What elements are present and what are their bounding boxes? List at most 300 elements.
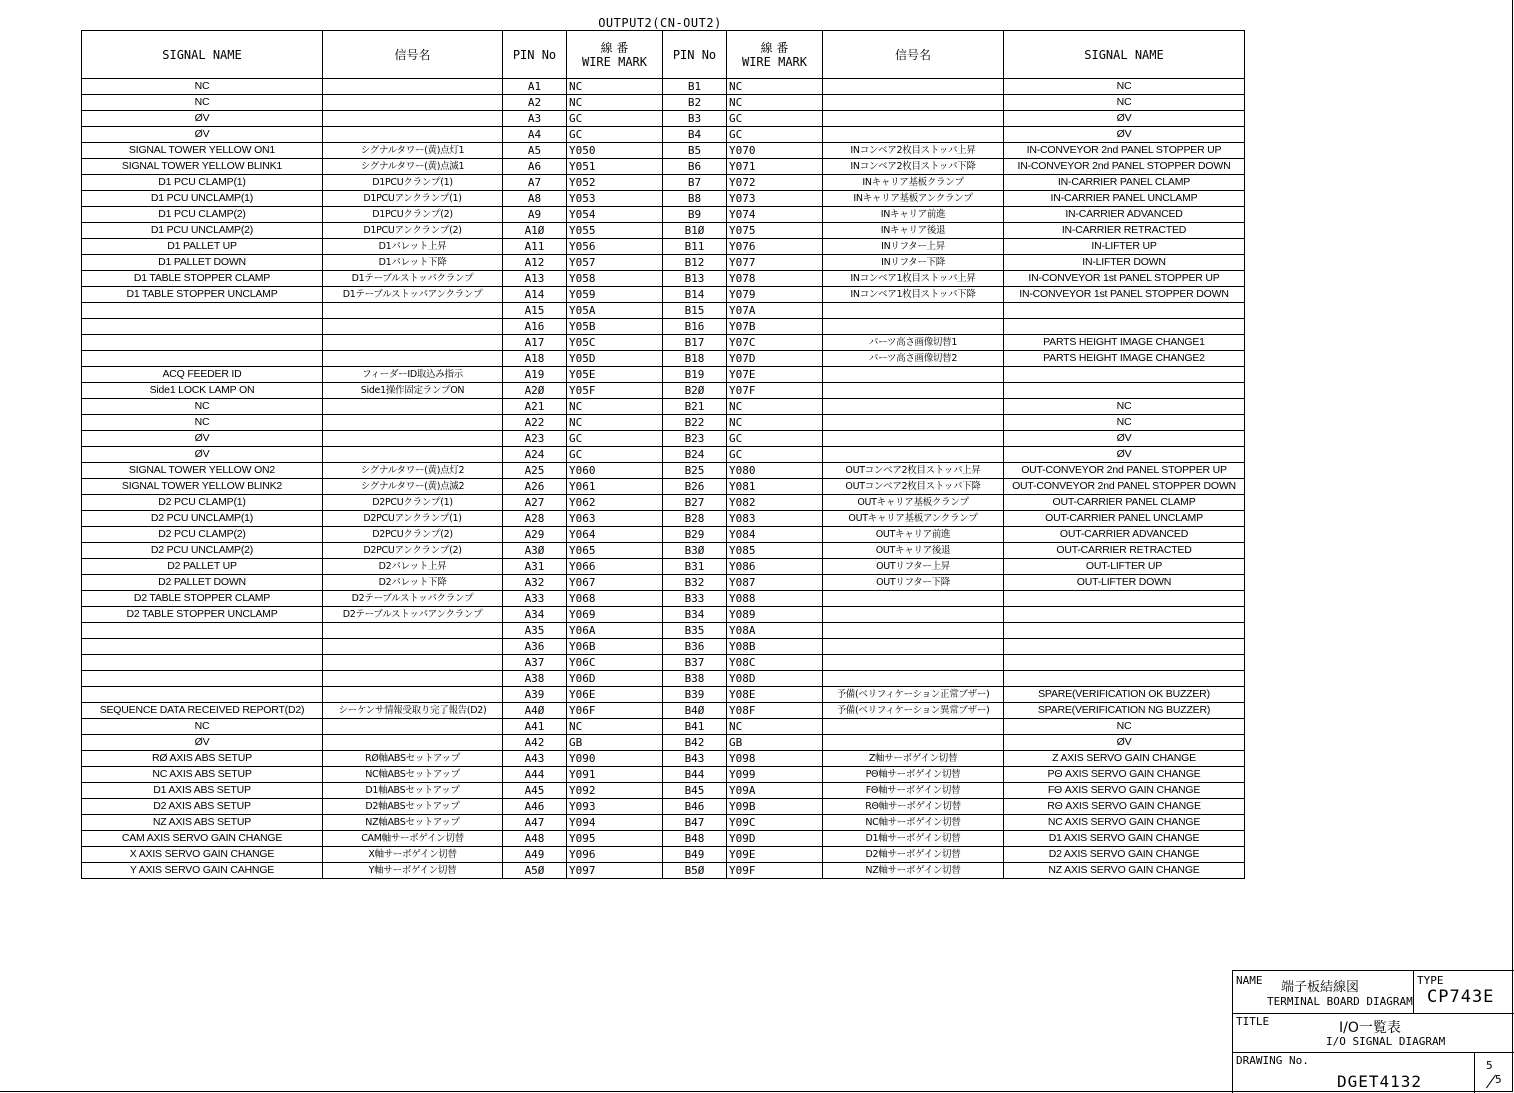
pin-b-cell: B18 (663, 351, 727, 367)
title-en: I/O SIGNAL DIAGRAM (1326, 1035, 1446, 1048)
wire-mark-b-cell: Y07D (727, 351, 823, 367)
wire-mark-a-cell: Y050 (567, 143, 663, 159)
pin-a-cell: A39 (503, 687, 567, 703)
table-row (82, 143, 1245, 159)
shingo-b-cell (823, 415, 1004, 431)
table-row (82, 127, 1245, 143)
signal-name-b-cell: ØV (1004, 447, 1245, 463)
signal-name-a-cell: CAM AXIS SERVO GAIN CHANGE (82, 831, 323, 847)
title-block-divider (1474, 1052, 1475, 1093)
table-row (82, 831, 1245, 847)
signal-name-b-cell: RΘ AXIS SERVO GAIN CHANGE (1004, 799, 1245, 815)
signal-name-b-cell: SPARE(VERIFICATION NG BUZZER) (1004, 703, 1245, 719)
table-row (82, 639, 1245, 655)
signal-name-a-cell: SEQUENCE DATA RECEIVED REPORT(D2) (82, 703, 323, 719)
wire-mark-a-cell: Y051 (567, 159, 663, 175)
shingo-a-cell (323, 623, 503, 639)
shingo-b-cell: OUTコンベア2枚目ストッパ上昇 (823, 463, 1004, 479)
shingo-a-cell: D2PCUクランプ(2) (323, 527, 503, 543)
signal-name-b-cell: ØV (1004, 127, 1245, 143)
signal-name-b-cell (1004, 319, 1245, 335)
wire-mark-b-cell: Y09C (727, 815, 823, 831)
signal-name-a-cell: X AXIS SERVO GAIN CHANGE (82, 847, 323, 863)
shingo-b-cell (823, 127, 1004, 143)
shingo-b-cell: INコンベア1枚目ストッパ下降 (823, 287, 1004, 303)
signal-name-a-cell: SIGNAL TOWER YELLOW ON2 (82, 463, 323, 479)
title-block-divider (1233, 1052, 1514, 1053)
signal-name-b-cell: FΘ AXIS SERVO GAIN CHANGE (1004, 783, 1245, 799)
signal-name-b-cell (1004, 367, 1245, 383)
pin-a-cell: A16 (503, 319, 567, 335)
title-jp: I/O一覧表 (1339, 1020, 1401, 1036)
shingo-a-cell: D1軸ABSセットアップ (323, 783, 503, 799)
signal-name-a-cell (82, 639, 323, 655)
wire-mark-b-cell: Y071 (727, 159, 823, 175)
shingo-a-cell (323, 447, 503, 463)
shingo-a-cell: シグナルタワー(黄)点灯2 (323, 463, 503, 479)
wire-mark-a-cell: NC (567, 79, 663, 95)
shingo-a-cell (323, 319, 503, 335)
shingo-a-cell (323, 127, 503, 143)
table-row (82, 591, 1245, 607)
shingo-b-cell: RΘ軸サーボゲイン切替 (823, 799, 1004, 815)
wire-mark-a-cell: Y061 (567, 479, 663, 495)
wire-mark-a-cell: Y067 (567, 575, 663, 591)
shingo-a-cell: D1PCUクランプ(1) (323, 175, 503, 191)
table-row (82, 255, 1245, 271)
pin-b-cell: B31 (663, 559, 727, 575)
pin-a-cell: A38 (503, 671, 567, 687)
pin-a-cell: A11 (503, 239, 567, 255)
shingo-b-cell (823, 655, 1004, 671)
wire-mark-b-cell: Y088 (727, 591, 823, 607)
wire-mark-b-cell: GC (727, 127, 823, 143)
pin-a-cell: A5Ø (503, 863, 567, 879)
pin-b-cell: B45 (663, 783, 727, 799)
signal-name-a-cell (82, 671, 323, 687)
shingo-b-cell: OUTキャリア後退 (823, 543, 1004, 559)
wire-mark-a-cell: Y06F (567, 703, 663, 719)
signal-name-b-cell: SPARE(VERIFICATION OK BUZZER) (1004, 687, 1245, 703)
wire-mark-b-cell: Y089 (727, 607, 823, 623)
wire-mark-b-cell: GC (727, 447, 823, 463)
pin-a-cell: A46 (503, 799, 567, 815)
table-row (82, 655, 1245, 671)
signal-name-b-cell: OUT-CONVEYOR 2nd PANEL STOPPER DOWN (1004, 479, 1245, 495)
pin-a-cell: A25 (503, 463, 567, 479)
signal-name-b-cell: IN-CONVEYOR 1st PANEL STOPPER DOWN (1004, 287, 1245, 303)
signal-name-a-cell: D2 PCU UNCLAMP(2) (82, 543, 323, 559)
signal-name-a-cell: D2 AXIS ABS SETUP (82, 799, 323, 815)
table-row (82, 703, 1245, 719)
wire-mark-b-cell: NC (727, 95, 823, 111)
pin-a-cell: A22 (503, 415, 567, 431)
table-row (82, 719, 1245, 735)
wire-mark-b-cell: Y085 (727, 543, 823, 559)
table-row (82, 271, 1245, 287)
title-block-divider (1233, 1013, 1514, 1014)
wire-mark-a-cell: Y05D (567, 351, 663, 367)
name-label: NAME (1236, 974, 1263, 987)
shingo-b-cell (823, 79, 1004, 95)
signal-name-a-cell: ØV (82, 431, 323, 447)
table-body (82, 79, 1245, 879)
shingo-b-cell: OUTリフター上昇 (823, 559, 1004, 575)
wire-mark-a-cell: Y064 (567, 527, 663, 543)
signal-name-a-cell (82, 319, 323, 335)
wire-mark-a-cell: Y096 (567, 847, 663, 863)
pin-a-cell: A29 (503, 527, 567, 543)
pin-b-cell: B42 (663, 735, 727, 751)
pin-b-cell: B12 (663, 255, 727, 271)
wire-mark-a-cell: Y065 (567, 543, 663, 559)
wire-mark-b-cell: Y072 (727, 175, 823, 191)
shingo-a-cell: D2テーブルストッパアンクランプ (323, 607, 503, 623)
table-row (82, 687, 1245, 703)
signal-name-a-cell: D2 TABLE STOPPER UNCLAMP (82, 607, 323, 623)
pin-a-cell: A31 (503, 559, 567, 575)
pin-b-cell: B5Ø (663, 863, 727, 879)
signal-name-a-cell: SIGNAL TOWER YELLOW BLINK1 (82, 159, 323, 175)
signal-name-b-cell: ØV (1004, 735, 1245, 751)
pin-b-cell: B14 (663, 287, 727, 303)
pin-b-cell: B43 (663, 751, 727, 767)
shingo-b-cell: INコンベア2枚目ストッパ下降 (823, 159, 1004, 175)
pin-b-cell: B6 (663, 159, 727, 175)
shingo-a-cell: シグナルタワー(黄)点滅1 (323, 159, 503, 175)
signal-name-a-cell: SIGNAL TOWER YELLOW ON1 (82, 143, 323, 159)
signal-name-a-cell: D2 PALLET UP (82, 559, 323, 575)
pin-b-cell: B11 (663, 239, 727, 255)
table-row (82, 95, 1245, 111)
pin-a-cell: A18 (503, 351, 567, 367)
table-row (82, 383, 1245, 399)
signal-name-a-cell (82, 687, 323, 703)
signal-name-a-cell: D2 TABLE STOPPER CLAMP (82, 591, 323, 607)
table-row (82, 799, 1245, 815)
shingo-a-cell (323, 415, 503, 431)
shingo-b-cell (823, 447, 1004, 463)
signal-name-b-cell (1004, 655, 1245, 671)
signal-name-b-cell: OUT-CONVEYOR 2nd PANEL STOPPER UP (1004, 463, 1245, 479)
pin-b-cell: B26 (663, 479, 727, 495)
sheet-total: 5 (1495, 1073, 1502, 1086)
wire-mark-b-cell: Y08A (727, 623, 823, 639)
name-jp: 端子板結線図 (1281, 980, 1360, 995)
wire-mark-b-cell: Y081 (727, 479, 823, 495)
table-row (82, 815, 1245, 831)
shingo-a-cell (323, 671, 503, 687)
shingo-a-cell (323, 335, 503, 351)
wire-mark-b-cell: Y07F (727, 383, 823, 399)
io-signal-table (81, 30, 1245, 879)
shingo-a-cell (323, 719, 503, 735)
header-wire-left-en: WIRE MARK (581, 54, 648, 69)
pin-a-cell: A2Ø (503, 383, 567, 399)
shingo-a-cell (323, 111, 503, 127)
signal-name-b-cell: NC (1004, 79, 1245, 95)
wire-mark-a-cell: Y054 (567, 207, 663, 223)
pin-b-cell: B44 (663, 767, 727, 783)
pin-b-cell: B49 (663, 847, 727, 863)
type-value: CP743E (1427, 987, 1495, 1007)
wire-mark-a-cell: NC (567, 415, 663, 431)
wire-mark-b-cell: Y08C (727, 655, 823, 671)
pin-a-cell: A43 (503, 751, 567, 767)
signal-name-a-cell: D2 PCU CLAMP(2) (82, 527, 323, 543)
wire-mark-b-cell: GB (727, 735, 823, 751)
signal-name-b-cell: OUT-CARRIER RETRACTED (1004, 543, 1245, 559)
shingo-b-cell: INリフター下降 (823, 255, 1004, 271)
table-row (82, 159, 1245, 175)
shingo-b-cell (823, 671, 1004, 687)
header-shingo-right: 信号名 (823, 31, 1004, 79)
shingo-b-cell: INキャリア前進 (823, 207, 1004, 223)
table-row (82, 623, 1245, 639)
pin-a-cell: A4 (503, 127, 567, 143)
shingo-b-cell (823, 591, 1004, 607)
shingo-a-cell: D1PCUアンクランプ(2) (323, 223, 503, 239)
drawing-label: DRAWING No. (1236, 1054, 1309, 1067)
shingo-b-cell: 予備(ベリフィケーション異常ブザー) (823, 703, 1004, 719)
table-row (82, 287, 1245, 303)
signal-name-b-cell (1004, 639, 1245, 655)
signal-name-a-cell: D1 PALLET DOWN (82, 255, 323, 271)
signal-name-b-cell: IN-CARRIER PANEL UNCLAMP (1004, 191, 1245, 207)
table-row (82, 783, 1245, 799)
signal-name-b-cell: IN-CONVEYOR 2nd PANEL STOPPER UP (1004, 143, 1245, 159)
table-row (82, 671, 1245, 687)
pin-b-cell: B48 (663, 831, 727, 847)
shingo-b-cell (823, 95, 1004, 111)
header-wire-left-jp: 線 番 (600, 40, 629, 55)
signal-name-b-cell: OUT-CARRIER ADVANCED (1004, 527, 1245, 543)
pin-a-cell: A27 (503, 495, 567, 511)
signal-name-b-cell: IN-LIFTER UP (1004, 239, 1245, 255)
wire-mark-a-cell: Y066 (567, 559, 663, 575)
pin-b-cell: B7 (663, 175, 727, 191)
signal-name-b-cell: PARTS HEIGHT IMAGE CHANGE2 (1004, 351, 1245, 367)
shingo-a-cell: D2パレット下降 (323, 575, 503, 591)
shingo-b-cell (823, 303, 1004, 319)
pin-a-cell: A48 (503, 831, 567, 847)
table-row (82, 751, 1245, 767)
shingo-b-cell: FΘ軸サーボゲイン切替 (823, 783, 1004, 799)
table-row (82, 479, 1245, 495)
shingo-b-cell: パーツ高さ画像切替2 (823, 351, 1004, 367)
signal-name-b-cell: OUT-LIFTER UP (1004, 559, 1245, 575)
wire-mark-a-cell: Y094 (567, 815, 663, 831)
wire-mark-a-cell: NC (567, 95, 663, 111)
signal-name-b-cell: PARTS HEIGHT IMAGE CHANGE1 (1004, 335, 1245, 351)
wire-mark-a-cell: Y05C (567, 335, 663, 351)
pin-b-cell: B38 (663, 671, 727, 687)
pin-b-cell: B4Ø (663, 703, 727, 719)
signal-name-a-cell: NC (82, 415, 323, 431)
sheet-number: 5 (1486, 1059, 1493, 1072)
signal-name-a-cell (82, 335, 323, 351)
pin-a-cell: A45 (503, 783, 567, 799)
signal-name-b-cell: IN-CONVEYOR 1st PANEL STOPPER UP (1004, 271, 1245, 287)
wire-mark-a-cell: Y060 (567, 463, 663, 479)
shingo-a-cell: D2パレット上昇 (323, 559, 503, 575)
shingo-a-cell: D2PCUクランプ(1) (323, 495, 503, 511)
wire-mark-b-cell: Y076 (727, 239, 823, 255)
wire-mark-a-cell: GC (567, 431, 663, 447)
signal-name-b-cell: OUT-CARRIER PANEL CLAMP (1004, 495, 1245, 511)
signal-name-a-cell: Y AXIS SERVO GAIN CAHNGE (82, 863, 323, 879)
header-signal-name-right: SIGNAL NAME (1004, 31, 1245, 79)
signal-name-b-cell: NZ AXIS SERVO GAIN CHANGE (1004, 863, 1245, 879)
wire-mark-a-cell: Y095 (567, 831, 663, 847)
signal-name-b-cell: OUT-LIFTER DOWN (1004, 575, 1245, 591)
signal-name-b-cell: D2 AXIS SERVO GAIN CHANGE (1004, 847, 1245, 863)
pin-b-cell: B16 (663, 319, 727, 335)
wire-mark-a-cell: Y058 (567, 271, 663, 287)
name-en: TERMINAL BOARD DIAGRAM (1267, 995, 1413, 1008)
pin-a-cell: A49 (503, 847, 567, 863)
pin-b-cell: B47 (663, 815, 727, 831)
shingo-a-cell: NZ軸ABSセットアップ (323, 815, 503, 831)
shingo-b-cell (823, 719, 1004, 735)
pin-b-cell: B1 (663, 79, 727, 95)
header-pin-right: PIN No (663, 31, 727, 79)
shingo-b-cell: INコンベア2枚目ストッパ上昇 (823, 143, 1004, 159)
signal-name-b-cell (1004, 671, 1245, 687)
signal-name-a-cell: NZ AXIS ABS SETUP (82, 815, 323, 831)
table-row (82, 543, 1245, 559)
signal-name-a-cell: NC (82, 399, 323, 415)
table-row (82, 735, 1245, 751)
shingo-a-cell: D2軸ABSセットアップ (323, 799, 503, 815)
pin-a-cell: A1 (503, 79, 567, 95)
signal-name-b-cell: NC (1004, 719, 1245, 735)
pin-b-cell: B8 (663, 191, 727, 207)
header-wire-right (727, 31, 823, 79)
shingo-a-cell (323, 399, 503, 415)
signal-name-b-cell: ØV (1004, 431, 1245, 447)
wire-mark-a-cell: Y090 (567, 751, 663, 767)
pin-a-cell: A23 (503, 431, 567, 447)
wire-mark-b-cell: Y09F (727, 863, 823, 879)
pin-a-cell: A15 (503, 303, 567, 319)
wire-mark-a-cell: Y069 (567, 607, 663, 623)
wire-mark-b-cell: Y08F (727, 703, 823, 719)
table-row (82, 431, 1245, 447)
signal-name-a-cell: D1 PCU UNCLAMP(1) (82, 191, 323, 207)
header-wire-right-en: WIRE MARK (741, 54, 808, 69)
shingo-b-cell: 予備(ベリフィケーション正常ブザー) (823, 687, 1004, 703)
wire-mark-a-cell: Y052 (567, 175, 663, 191)
pin-b-cell: B35 (663, 623, 727, 639)
shingo-a-cell: フィーダーID取込み指示 (323, 367, 503, 383)
table-row (82, 415, 1245, 431)
signal-name-a-cell (82, 303, 323, 319)
drawing-number: DGET4132 (1337, 1072, 1423, 1091)
wire-mark-a-cell: Y06A (567, 623, 663, 639)
wire-mark-b-cell: Y098 (727, 751, 823, 767)
header-pin-left: PIN No (503, 31, 567, 79)
shingo-b-cell (823, 319, 1004, 335)
wire-mark-b-cell: Y086 (727, 559, 823, 575)
wire-mark-a-cell: GC (567, 111, 663, 127)
pin-a-cell: A33 (503, 591, 567, 607)
wire-mark-a-cell: Y06D (567, 671, 663, 687)
pin-b-cell: B21 (663, 399, 727, 415)
table-row (82, 463, 1245, 479)
signal-name-a-cell: D1 TABLE STOPPER CLAMP (82, 271, 323, 287)
wire-mark-a-cell: Y053 (567, 191, 663, 207)
table-header-row (82, 31, 1245, 79)
table-row (82, 767, 1245, 783)
header-shingo-left: 信号名 (323, 31, 503, 79)
shingo-a-cell: シグナルタワー(黄)点滅2 (323, 479, 503, 495)
signal-name-b-cell (1004, 591, 1245, 607)
pin-b-cell: B27 (663, 495, 727, 511)
shingo-b-cell: パーツ高さ画像切替1 (823, 335, 1004, 351)
header-wire-right-jp: 線 番 (760, 40, 789, 55)
pin-a-cell: A47 (503, 815, 567, 831)
pin-a-cell: A41 (503, 719, 567, 735)
signal-name-b-cell: NC AXIS SERVO GAIN CHANGE (1004, 815, 1245, 831)
shingo-b-cell: INリフター上昇 (823, 239, 1004, 255)
signal-name-a-cell: D1 PALLET UP (82, 239, 323, 255)
shingo-b-cell: INキャリア基板クランプ (823, 175, 1004, 191)
table-row (82, 575, 1245, 591)
wire-mark-b-cell: Y08B (727, 639, 823, 655)
wire-mark-b-cell: Y07B (727, 319, 823, 335)
type-label: TYPE (1417, 974, 1444, 987)
pin-a-cell: A8 (503, 191, 567, 207)
table-row (82, 367, 1245, 383)
pin-b-cell: B15 (663, 303, 727, 319)
pin-a-cell: A4Ø (503, 703, 567, 719)
pin-b-cell: B2Ø (663, 383, 727, 399)
wire-mark-b-cell: Y082 (727, 495, 823, 511)
shingo-a-cell: Side1操作固定ランプON (323, 383, 503, 399)
table-row (82, 175, 1245, 191)
wire-mark-a-cell: Y092 (567, 783, 663, 799)
signal-name-b-cell: IN-CARRIER RETRACTED (1004, 223, 1245, 239)
shingo-b-cell: D2軸サーボゲイン切替 (823, 847, 1004, 863)
shingo-a-cell: D1パレット上昇 (323, 239, 503, 255)
pin-a-cell: A28 (503, 511, 567, 527)
shingo-b-cell: D1軸サーボゲイン切替 (823, 831, 1004, 847)
shingo-b-cell: OUTキャリア基板アンクランプ (823, 511, 1004, 527)
pin-b-cell: B5 (663, 143, 727, 159)
signal-name-b-cell (1004, 623, 1245, 639)
table-row (82, 607, 1245, 623)
pin-a-cell: A42 (503, 735, 567, 751)
shingo-a-cell: D2PCUアンクランプ(2) (323, 543, 503, 559)
wire-mark-a-cell: Y063 (567, 511, 663, 527)
shingo-a-cell (323, 431, 503, 447)
wire-mark-a-cell: Y091 (567, 767, 663, 783)
shingo-a-cell: D2PCUアンクランプ(1) (323, 511, 503, 527)
table-row (82, 351, 1245, 367)
wire-mark-a-cell: Y068 (567, 591, 663, 607)
pin-a-cell: A12 (503, 255, 567, 271)
shingo-a-cell: X軸サーボゲイン切替 (323, 847, 503, 863)
pin-b-cell: B46 (663, 799, 727, 815)
wire-mark-a-cell: Y093 (567, 799, 663, 815)
wire-mark-b-cell: Y070 (727, 143, 823, 159)
wire-mark-b-cell: Y09B (727, 799, 823, 815)
wire-mark-b-cell: Y07A (727, 303, 823, 319)
pin-b-cell: B37 (663, 655, 727, 671)
pin-b-cell: B19 (663, 367, 727, 383)
wire-mark-b-cell: GC (727, 431, 823, 447)
